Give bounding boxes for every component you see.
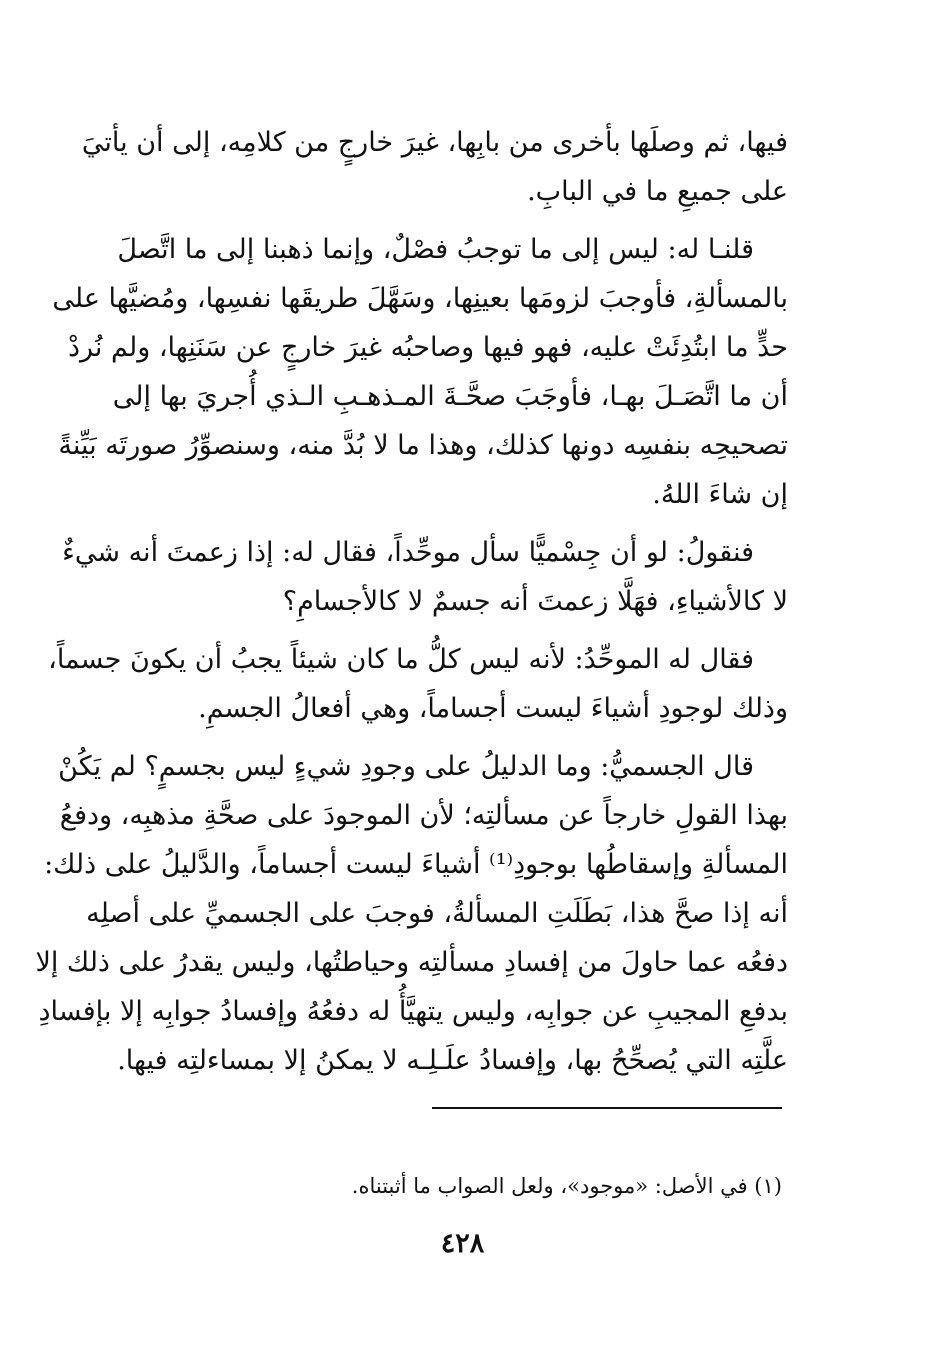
paragraph-3 [62, 528, 788, 626]
paragraph-4 [48, 635, 788, 733]
page-body [35, 118, 788, 1094]
text-line: على جميعِ ما في البابِ. [527, 176, 788, 207]
text-line: قلنـا له: ليس إلى ما توجبُ فصْلٌ، وإنما ذهبنا إلى ما اتَّصلَ [117, 234, 754, 265]
text-line: تصحيحِه بنفسِه دونها كذلك، وهذا ما لا بُدَّ منه، وسنصوِّرُ صورتَه بَيِّنةً [58, 430, 788, 461]
text-line: إن شاءَ اللهُ. [652, 479, 788, 510]
text-line: بالمسألةِ، فأوجبَ لزومَها بعينِها، وسَهَّلَ طريقَها نفسِها، ومُضيَّها على [52, 283, 788, 314]
page-number: ٤٢٨ [440, 1228, 485, 1259]
text-line: بدفعِ المجيبِ عن جوابِه، وليس يتهيَّأُ له دفعُهُ وإفسادُ جوابِه إلا بإفسادِ [38, 996, 788, 1027]
text-line: فقال له الموحِّدُ: لأنه ليس كلُّ ما كان شيئاً يجبُ أن يكونَ جسماً، [48, 644, 754, 675]
text-line: فيها، ثم وصلَها بأخرى من بابِها، غيرَ خارجٍ من كلامِه، إلى أن يأتيَ [81, 127, 788, 158]
footnote-divider [432, 1107, 782, 1109]
text-line: لا كالأشياءِ، فهَلَّا زعمتَ أنه جسمٌ لا كالأجسامِ؟ [282, 586, 788, 617]
text-line: علَّتِه التي يُصحِّحُ بها، وإفسادُ علَـلِـه لا يمكنُ إلا بمساءلتِه فيها. [117, 1045, 788, 1076]
text-line: وذلك لوجودِ أشياءَ ليست أجساماً، وهي أفعالُ الجسمِ. [198, 693, 788, 724]
text-line: أنه إذا صحَّ هذا، بَطَلَتِ المسألةُ، فوجبَ على الجسميِّ على أصلِه [86, 898, 788, 929]
text-line: المسألةِ وإسقاطُها بوجودِ⁽¹⁾ أشياءَ ليست أجساماً، والدَّليلُ على ذلك: [44, 849, 788, 880]
paragraph-5 [35, 742, 788, 1085]
text-line: بهذا القولِ خارجاً عن مسألتِه؛ لأن الموجودَ على صحَّةِ مذهبِه، ودفعُ [59, 800, 788, 831]
paragraph-2 [52, 225, 788, 519]
text-line: فنقولُ: لو أن جِسْميًّا سأل موحِّداً، فقال له: إذا زعمتَ أنه شيءٌ [62, 537, 754, 568]
text-line: حدٍّ ما ابتُدِئَتْ عليه، فهو فيها وصاحبُه غيرَ خارجٍ عن سَنَنِها، ولم نُردْ [67, 332, 788, 363]
text-line: دفعُه عما حاولَ من إفسادِ مسألتِه وحياطتُها، وليس يقدرُ على ذلك إلا [35, 947, 788, 978]
text-line: أن ما اتَّصَـلَ بهـا، فأوجَبَ صحَّـةَ المـذهـبِ الـذي أُجريَ بها إلى [112, 381, 788, 412]
paragraph-1 [81, 118, 788, 216]
footnote: (١) في الأصل: «موجود»، ولعل الصواب ما أثبتناه. [351, 1174, 782, 1198]
text-line: قال الجسميُّ: وما الدليلُ على وجودِ شيءٍ ليس بجسمٍ؟ لم يَكُنْ [58, 751, 754, 782]
